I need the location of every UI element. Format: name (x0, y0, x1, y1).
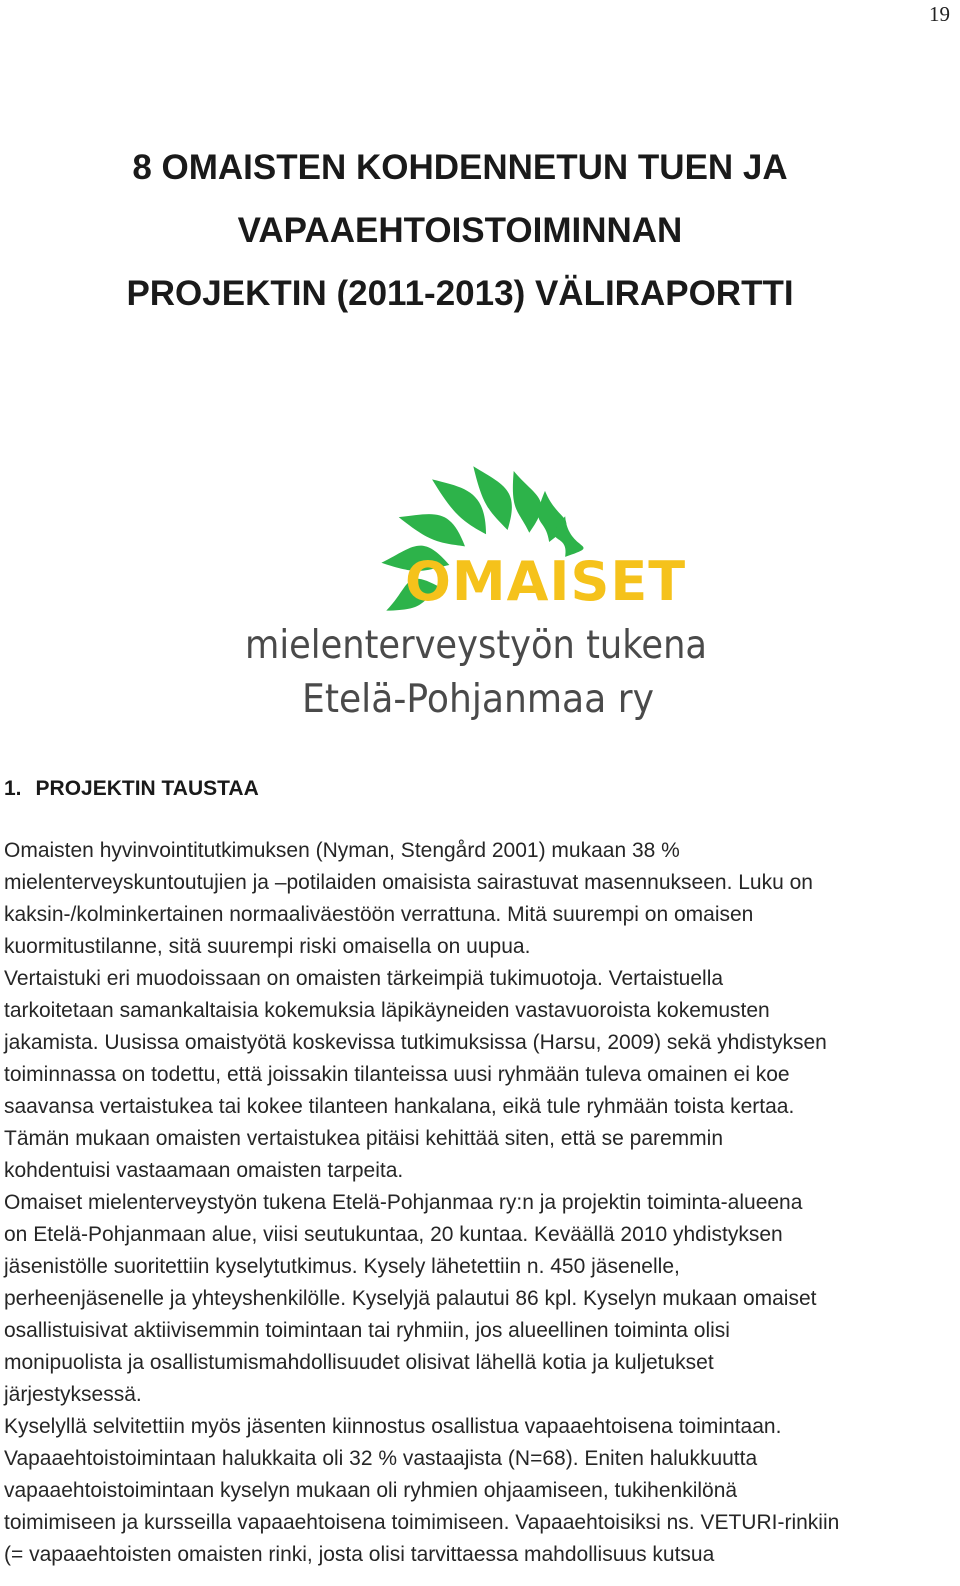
logo-line2: Etelä-Pohjanmaa ry (302, 677, 654, 722)
body-line: Tämän mukaan omaisten vertaistukea pitäisi kehittää siten, että se paremmin (4, 1127, 724, 1150)
title-line: 8 OMAISTEN KOHDENNETUN TUEN JA (132, 148, 788, 187)
body-line: perheenjäsenelle ja yhteyshenkilölle. Kyselyjä palautui 86 kpl. Kyselyn mukaan omaiset (4, 1287, 817, 1310)
section-title: PROJEKTIN TAUSTAA (35, 777, 259, 800)
body-line: monipuolista ja osallistumismahdollisuudet olisivat lähellä kotia ja kuljetukset (4, 1351, 714, 1374)
body-line: osallistuisivat aktiivisemmin toimintaan tai ryhmiin, jos alueellinen toiminta olisi (4, 1319, 730, 1342)
body-line: jäsenistölle suoritettiin kyselytutkimus. Kysely lähetettiin n. 450 jäsenelle, (4, 1255, 680, 1278)
page-number: 19 (929, 2, 950, 26)
body-line: (= vapaaehtoisten omaisten rinki, josta olisi tarvittaessa mahdollisuus kutsua (4, 1543, 715, 1566)
body-line: jakamista. Uusissa omaistyötä koskevissa tutkimuksissa (Harsu, 2009) sekä yhdistyksen (4, 1031, 827, 1054)
body-line: Omaisten hyvinvointitutkimuksen (Nyman, Stengård 2001) mukaan 38 % (4, 839, 680, 862)
body-text (4, 835, 954, 1571)
body-line: kohdentuisi vastaamaan omaisten tarpeita. (4, 1159, 404, 1182)
body-line: Kyselyllä selvitettiin myös jäsenten kiinnostus osallistua vapaaehtoisena toimintaan. (4, 1415, 782, 1438)
document-title (0, 136, 920, 325)
body-line: saavansa vertaistukea tai kokee tilanteen hankalana, eikä tule ryhmään toista kertaa. (4, 1095, 795, 1118)
body-line: Omaiset mielenterveystyön tukena Etelä-Pohjanmaa ry:n ja projektin toiminta-alueena (4, 1191, 803, 1214)
body-line: toiminnassa on todettu, että joissakin tilanteissa uusi ryhmään tuleva omainen ei koe (4, 1063, 790, 1086)
body-line: on Etelä-Pohjanmaan alue, viisi seutukuntaa, 20 kuntaa. Keväällä 2010 yhdistyksen (4, 1223, 783, 1246)
body-line: toimimiseen ja kursseilla vapaaehtoisena toimimiseen. Vapaaehtoisiksi ns. VETURI-rinkiin (4, 1511, 840, 1534)
body-line: kuormitustilanne, sitä suurempi riski omaisella on uupua. (4, 935, 531, 958)
logo-line1: mielenterveystyön tukena (245, 623, 707, 668)
body-line: mielenterveyskuntoutujien ja –potilaiden omaisista sairastuvat masennukseen. Luku on (4, 871, 813, 894)
body-line: vapaaehtoistoimintaan kyselyn mukaan oli ryhmien ohjaamiseen, tukihenkilönä (4, 1479, 738, 1502)
logo-word: OMAISET (405, 550, 687, 613)
section-heading (4, 777, 259, 801)
omaiset-logo (240, 350, 720, 730)
title-line: VAPAAEHTOISTOIMINNAN (237, 211, 683, 250)
body-line: Vapaaehtoistoimintaan halukkaita oli 32 % vastaajista (N=68). Eniten halukkuutta (4, 1447, 758, 1470)
body-line: järjestyksessä. (4, 1383, 142, 1406)
section-number: 1. (4, 777, 22, 800)
body-line: kaksin-/kolminkertainen normaaliväestöön verrattuna. Mitä suurempi on omaisen (4, 903, 754, 926)
body-line: Vertaistuki eri muodoissaan on omaisten tärkeimpiä tukimuotoja. Vertaistuella (4, 967, 724, 990)
body-line: tarkoitetaan samankaltaisia kokemuksia läpikäyneiden vastavuoroista kokemusten (4, 999, 770, 1022)
title-line: PROJEKTIN (2011-2013) VÄLIRAPORTTI (126, 274, 794, 313)
